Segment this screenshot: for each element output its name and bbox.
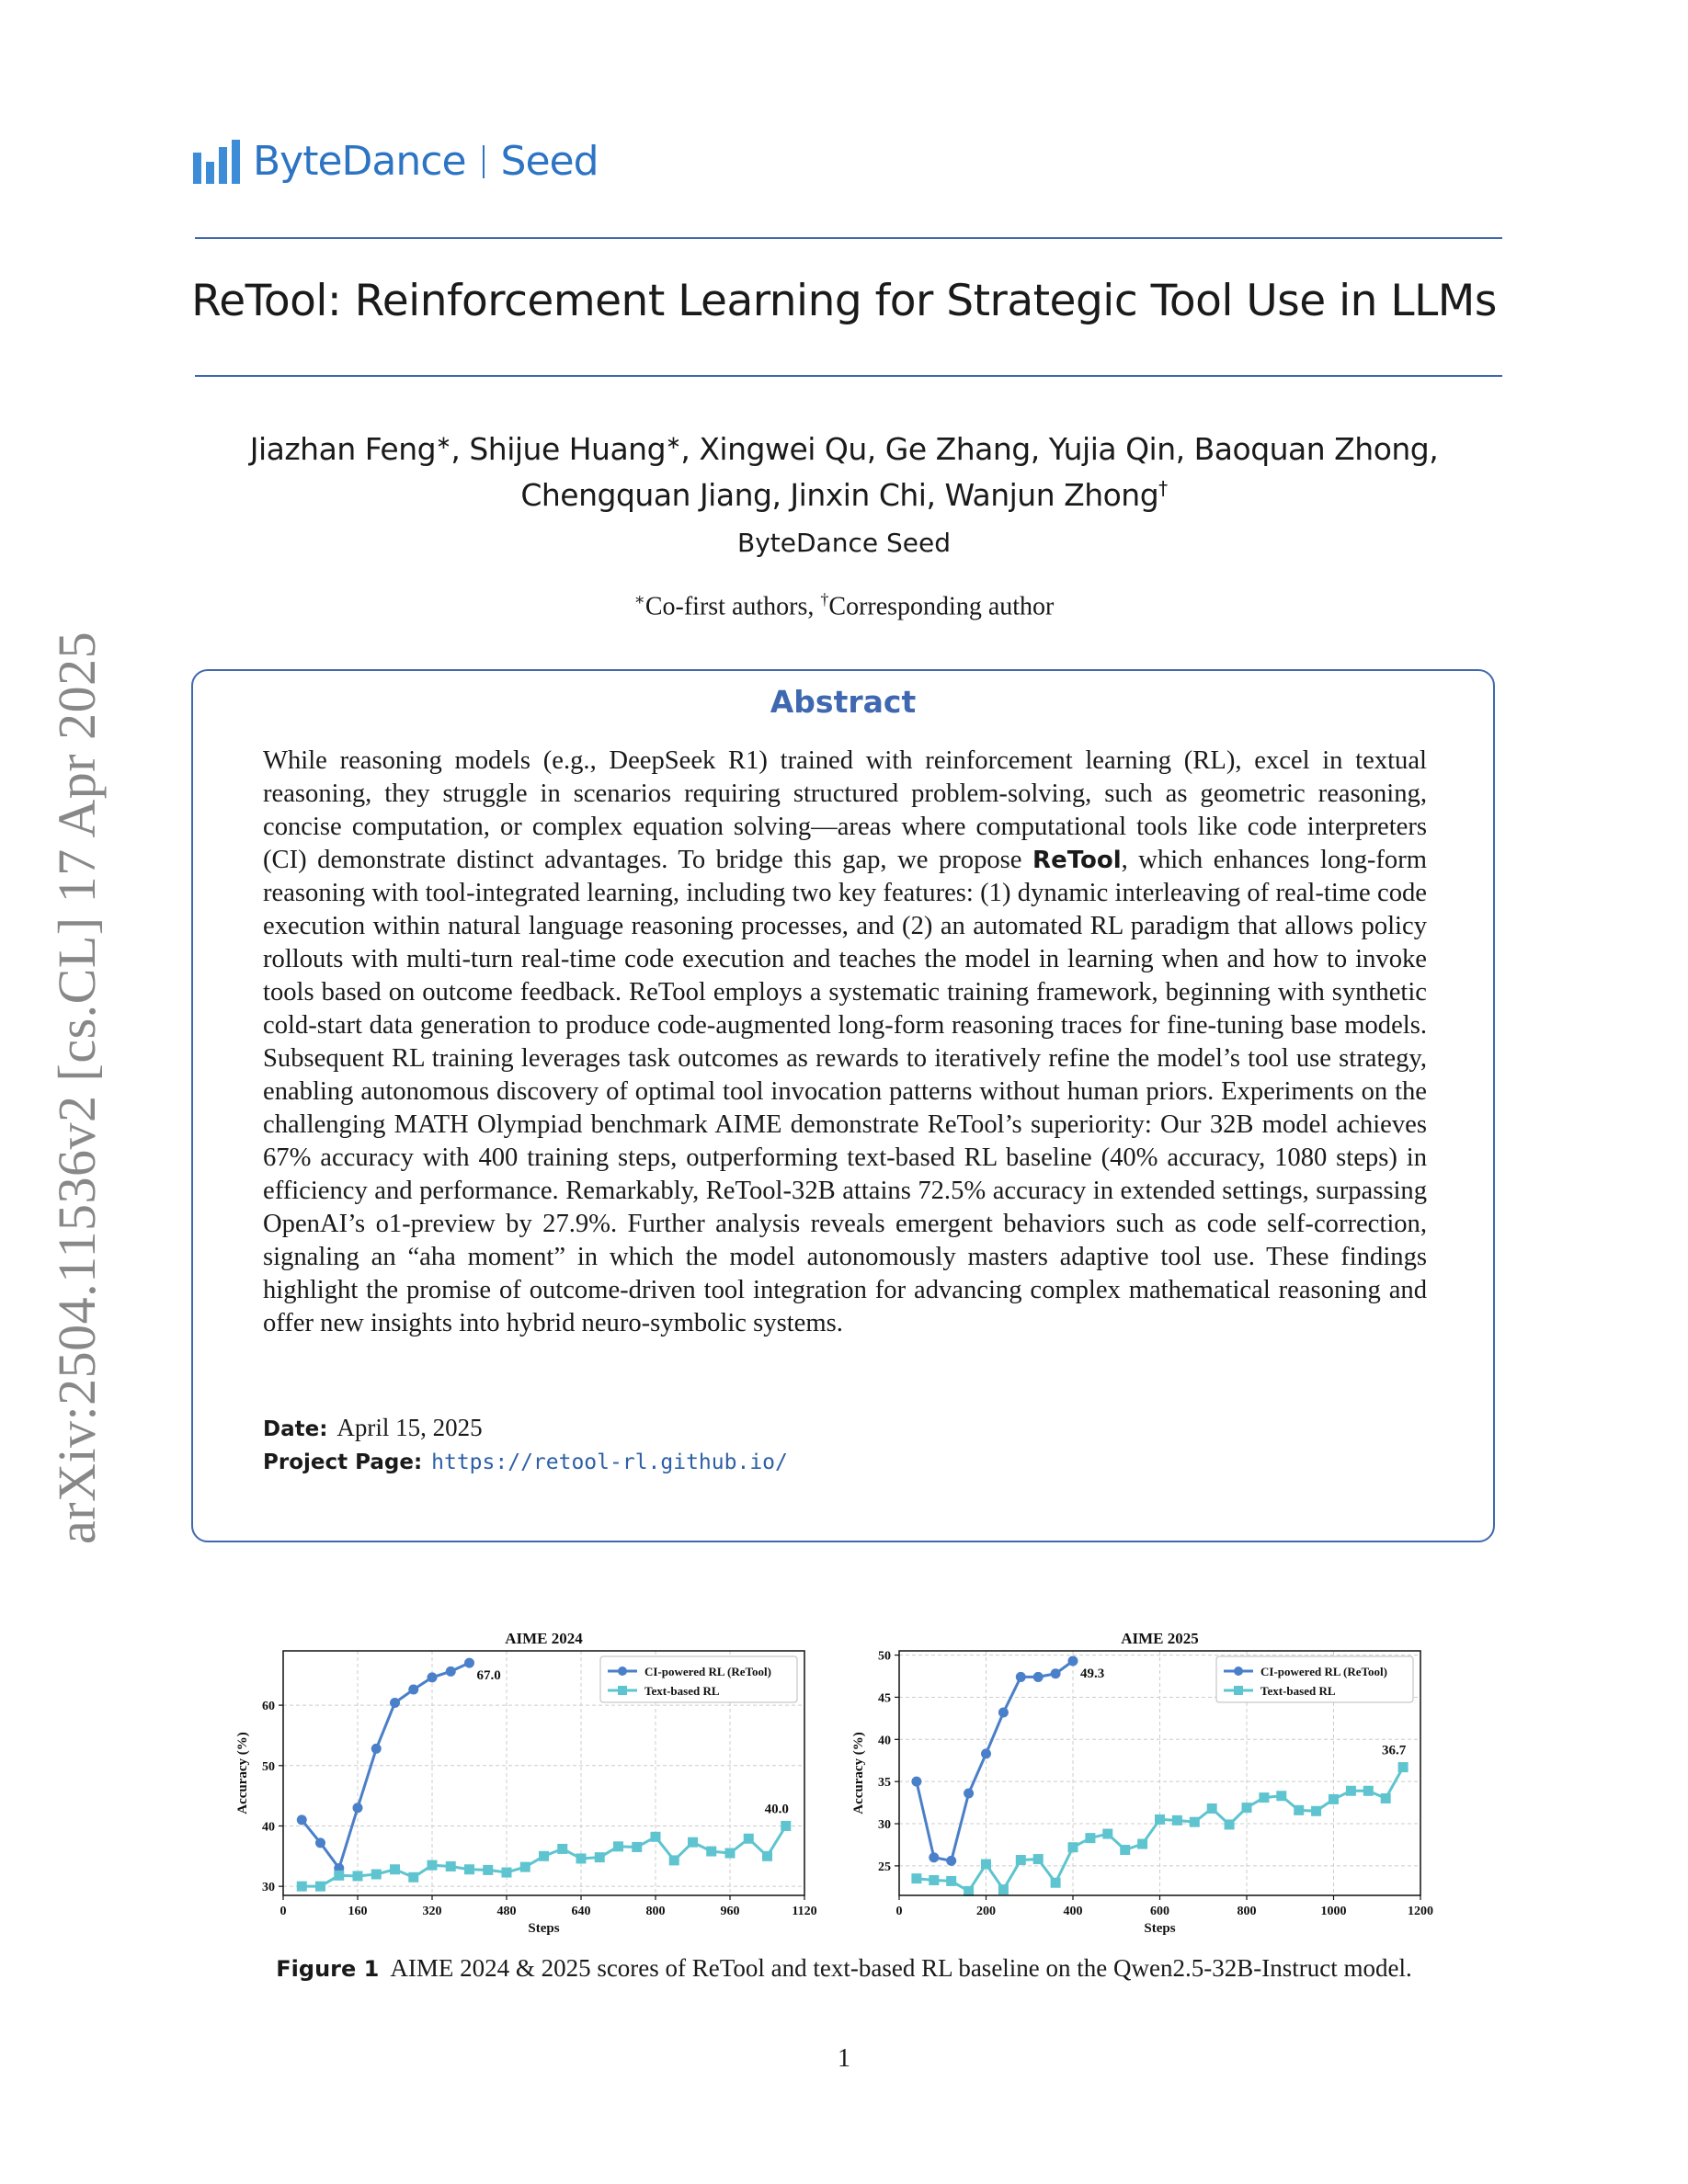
data-point	[1016, 1672, 1026, 1682]
chart-title: AIME 2025	[1121, 1630, 1199, 1647]
data-point	[1242, 1803, 1252, 1813]
aime-2025-chart	[846, 1627, 1434, 1949]
affiliation: ByteDance Seed	[737, 528, 951, 558]
x-tick-label: 480	[496, 1905, 517, 1918]
data-point	[371, 1744, 382, 1754]
abstract-text-part2: , which enhances long-form reasoning with tool-integrated learning, including two key features: (1) dynamic interleaving of real-time code execution within natural language reasoning processes, and (2) an automated RL paradigm that allows policy rollouts with multi-turn real-time code execution and teaches the model in learning when and how to invoke tools based on outcome feedback. ReTool employs a systematic training framework, beginning with synthetic cold-start data generation to produce code-augmented long-form reasoning traces for fine-tuning base models. Subsequent RL training leverages task outcomes as rewards to iteratively refine the model’s tool use strategy, enabling autonomous discovery of optimal tool invocation patterns without human priors. Experiments on the challenging MATH Olympiad benchmark AIME demonstrate ReTool’s superiority: Our 32B model achieves 67% accuracy with 400 training steps, outperforming text-based RL baseline (40% accuracy, 1080 steps) in efficiency and performance. Remarkably, ReTool-32B attains 72.5% accuracy in extended settings, surpassing OpenAI’s o1-preview by 27.9%. Further analysis reveals emergent behaviors such as code self-correction, signaling an “aha moment” in which the model autonomously masters adaptive tool use. These findings highlight the promise of outcome-driven tool integration for advancing complex mathematical reasoning and offer new insights into hybrid neuro-symbolic systems.	[263, 846, 1427, 1337]
data-point	[706, 1847, 716, 1857]
figure-caption	[0, 1954, 1688, 1983]
data-point	[998, 1884, 1009, 1894]
author-notes	[0, 590, 1688, 621]
author-name: Jinxin Chi	[790, 477, 927, 513]
x-tick-label: 600	[1150, 1905, 1169, 1918]
data-point	[1120, 1845, 1130, 1855]
data-point	[1207, 1803, 1217, 1814]
data-point	[315, 1837, 325, 1848]
data-point	[1051, 1878, 1061, 1888]
date-label: Date:	[263, 1417, 328, 1441]
author-mark: ∗	[666, 431, 681, 453]
data-label: 40.0	[764, 1802, 789, 1817]
data-point	[446, 1666, 456, 1677]
author-name: Baoquan Zhong	[1193, 431, 1430, 467]
data-label: 36.7	[1381, 1743, 1407, 1758]
figure-caption-text: AIME 2024 & 2025 scores of ReTool and text-based RL baseline on the Qwen2.5-32B-Instruct model.	[390, 1954, 1412, 1982]
y-tick-label: 60	[262, 1700, 275, 1714]
data-point	[1172, 1815, 1182, 1826]
y-axis-label: Accuracy (%)	[235, 1732, 250, 1814]
bytedance-seed-logo	[193, 138, 599, 185]
data-point	[576, 1853, 587, 1863]
data-point	[651, 1832, 661, 1842]
data-point	[539, 1851, 549, 1861]
data-point	[1016, 1855, 1026, 1865]
author-name: Shijue Huang	[469, 431, 667, 467]
data-point	[1051, 1668, 1061, 1678]
data-point	[911, 1777, 921, 1787]
x-tick-label: 960	[720, 1905, 740, 1918]
data-point	[428, 1860, 438, 1871]
data-point	[1259, 1792, 1269, 1803]
data-point	[1381, 1793, 1391, 1803]
y-tick-label: 50	[878, 1649, 891, 1664]
data-point	[1190, 1817, 1200, 1827]
x-axis-label: Steps	[528, 1921, 560, 1936]
data-point	[981, 1748, 991, 1758]
data-point	[1329, 1794, 1339, 1804]
data-point	[1311, 1806, 1321, 1816]
data-point	[998, 1707, 1009, 1717]
data-point	[297, 1814, 307, 1825]
data-point	[334, 1871, 344, 1881]
y-axis-label: Accuracy (%)	[851, 1732, 866, 1814]
data-point	[688, 1837, 698, 1848]
series-line	[917, 1661, 1073, 1860]
project-page-label: Project Page:	[263, 1450, 423, 1474]
x-tick-label: 0	[895, 1905, 903, 1918]
data-point	[1346, 1786, 1356, 1796]
y-tick-label: 40	[262, 1820, 275, 1835]
y-tick-label: 30	[262, 1881, 275, 1895]
x-axis-label: Steps	[1144, 1921, 1176, 1936]
data-point	[911, 1873, 921, 1883]
chart-legend	[1216, 1656, 1413, 1702]
y-tick-label: 45	[878, 1691, 891, 1706]
data-point	[929, 1852, 939, 1862]
data-point	[981, 1860, 991, 1870]
legend-entry-label: Text-based RL	[644, 1684, 720, 1698]
data-point	[1102, 1829, 1112, 1839]
data-point	[669, 1855, 679, 1865]
data-point	[483, 1865, 493, 1875]
title-top-rule	[195, 237, 1502, 239]
author-name: Chengquan Jiang	[520, 477, 772, 513]
data-point	[725, 1848, 736, 1859]
logo-separator	[483, 145, 485, 178]
data-point	[408, 1685, 418, 1695]
data-point	[929, 1875, 939, 1885]
author-name: Ge Zhang	[884, 431, 1031, 467]
data-point	[371, 1870, 382, 1880]
data-point	[1068, 1656, 1078, 1666]
aime-2024-chart	[230, 1627, 818, 1949]
legend-swatch-marker	[618, 1686, 627, 1695]
data-point	[408, 1872, 418, 1883]
data-point	[613, 1841, 623, 1851]
data-label: 49.3	[1080, 1666, 1105, 1682]
data-point	[1068, 1842, 1078, 1852]
figure-label: Figure 1	[276, 1956, 380, 1982]
data-point	[353, 1871, 363, 1881]
author-name: Yujia Qin	[1048, 431, 1176, 467]
page-number: 1	[838, 2044, 850, 2073]
data-point	[744, 1834, 754, 1844]
data-point	[557, 1844, 567, 1854]
x-tick-label: 640	[571, 1905, 591, 1918]
x-tick-label: 800	[645, 1905, 666, 1918]
data-point	[1363, 1786, 1374, 1796]
data-point	[428, 1672, 438, 1682]
data-point	[964, 1789, 974, 1799]
y-tick-label: 35	[878, 1776, 891, 1791]
x-tick-label: 1000	[1320, 1905, 1347, 1918]
x-tick-label: 800	[1237, 1905, 1257, 1918]
project-page-link[interactable]: https://retool-rl.github.io/	[431, 1450, 788, 1474]
author-line-1: Jiazhan Feng∗, Shijue Huang∗, Xingwei Qu, Ge Zhang, Yujia Qin, Baoquan Zhong,	[249, 431, 1439, 467]
y-tick-label: 50	[262, 1759, 275, 1774]
abstract-text-part1: While reasoning models (e.g., DeepSeek R1) trained with reinforcement learning (RL), excel in textual reasoning, they struggle in scenarios requiring structured problem-solving, such as geometric reasoning, concise computation, or complex equation solving—areas where computational tools like code interpreters (CI) demonstrate distinct advantages. To bridge this gap, we propose	[263, 746, 1427, 874]
legend-entry-label: CI-powered RL (ReTool)	[644, 1665, 771, 1678]
author-name: Wanjun Zhong	[944, 477, 1159, 513]
author-mark: ∗	[436, 431, 451, 453]
data-point	[297, 1882, 307, 1892]
data-point	[1294, 1805, 1304, 1815]
x-tick-label: 200	[976, 1905, 996, 1918]
data-point	[946, 1856, 956, 1866]
corresponding-note: Corresponding author	[828, 592, 1055, 621]
data-point	[632, 1842, 642, 1852]
bytedance-logo-icon	[193, 140, 240, 184]
legend-entry-label: CI-powered RL (ReTool)	[1260, 1665, 1387, 1678]
abstract-heading: Abstract	[770, 684, 917, 720]
author-name: Xingwei Qu	[699, 431, 867, 467]
paper-title: ReTool: Reinforcement Learning for Strategic Tool Use in LLMs	[191, 276, 1497, 326]
retool-name: ReTool	[1032, 847, 1122, 874]
data-point	[390, 1698, 400, 1708]
data-point	[390, 1864, 400, 1874]
chart-legend	[600, 1656, 797, 1702]
data-point	[520, 1862, 530, 1872]
data-point	[464, 1864, 474, 1874]
data-point	[595, 1852, 605, 1862]
legend-swatch-marker	[1234, 1686, 1243, 1695]
abstract-box	[191, 669, 1495, 1542]
data-point	[946, 1876, 956, 1886]
data-point	[762, 1851, 772, 1861]
author-line-2: Chengquan Jiang, Jinxin Chi, Wanjun Zhong†	[520, 477, 1168, 513]
data-point	[464, 1658, 474, 1668]
data-point	[1276, 1791, 1286, 1801]
chart-title: AIME 2024	[505, 1630, 583, 1647]
legend-entry-label: Text-based RL	[1260, 1684, 1336, 1698]
y-tick-label: 30	[878, 1818, 891, 1833]
corresponding-mark: †	[820, 590, 829, 609]
date-line	[263, 1414, 483, 1442]
author-name: Jiazhan Feng	[249, 431, 437, 467]
x-tick-label: 400	[1063, 1905, 1083, 1918]
data-point	[315, 1882, 325, 1892]
data-point	[1033, 1672, 1044, 1682]
x-tick-label: 1200	[1408, 1905, 1433, 1918]
abstract-text	[263, 745, 1427, 1340]
data-label: 67.0	[476, 1668, 501, 1684]
cofirst-note: Co-first authors,	[644, 592, 815, 621]
date-value: April 15, 2025	[336, 1414, 483, 1441]
data-point	[1085, 1833, 1095, 1843]
title-bottom-rule	[195, 375, 1502, 377]
data-point	[353, 1803, 363, 1813]
y-tick-label: 25	[878, 1860, 891, 1874]
data-point	[446, 1861, 456, 1871]
data-point	[1155, 1814, 1165, 1825]
x-tick-label: 1120	[792, 1905, 817, 1918]
data-point	[1033, 1854, 1044, 1864]
project-page-line	[263, 1447, 788, 1475]
data-point	[502, 1868, 512, 1878]
logo-product-text: Seed	[500, 138, 599, 185]
logo-brand-text: ByteDance	[253, 138, 466, 185]
y-tick-label: 40	[878, 1734, 891, 1748]
author-mark: †	[1158, 477, 1168, 499]
data-point	[781, 1821, 791, 1831]
data-point	[1398, 1762, 1409, 1772]
data-point	[1137, 1839, 1147, 1849]
author-list	[0, 423, 1688, 515]
x-tick-label: 160	[348, 1905, 368, 1918]
x-tick-label: 320	[422, 1905, 442, 1918]
data-point	[1225, 1819, 1235, 1829]
arxiv-identifier: arXiv:2504.11536v2 [cs.CL] 17 Apr 2025	[47, 631, 107, 1544]
x-tick-label: 0	[279, 1905, 287, 1918]
cofirst-mark: ∗	[633, 590, 645, 609]
legend-swatch-marker	[1234, 1666, 1243, 1676]
legend-swatch-marker	[618, 1666, 627, 1676]
